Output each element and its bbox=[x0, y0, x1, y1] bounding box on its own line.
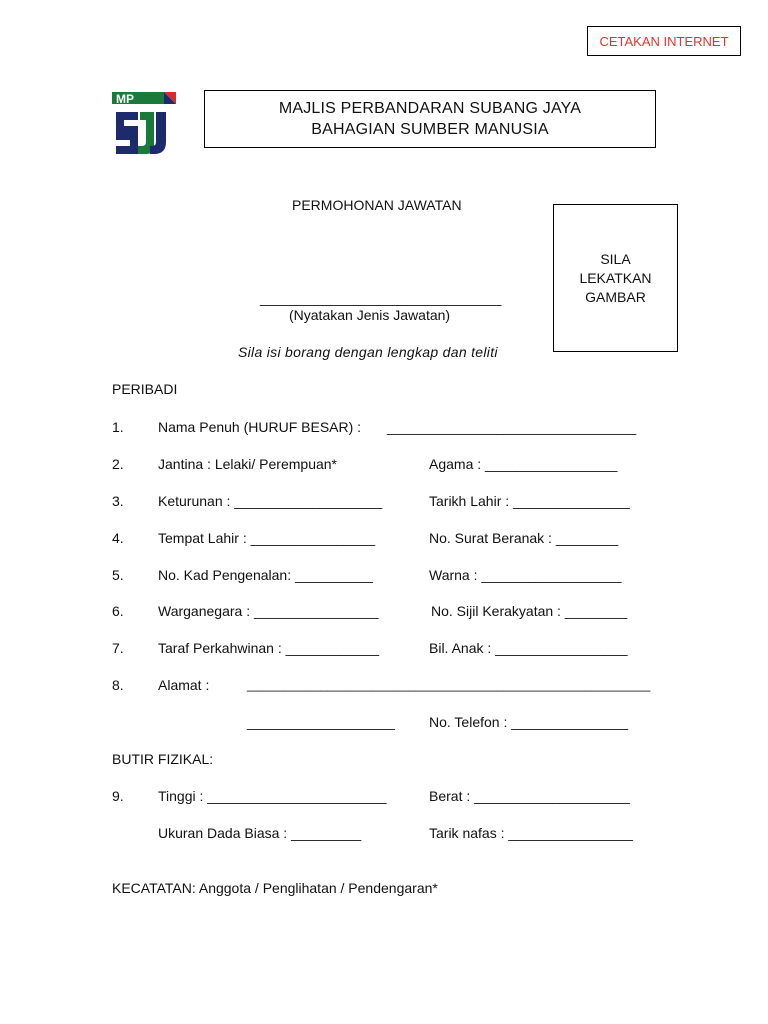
weight-field[interactable]: Berat : ____________________ bbox=[429, 788, 630, 804]
citizenship-cert-field[interactable]: No. Sijil Kerakyatan : ________ bbox=[431, 603, 628, 619]
position-hint: (Nyatakan Jenis Jawatan) bbox=[289, 307, 451, 323]
form-title: PERMOHONAN JAWATAN bbox=[292, 197, 462, 213]
mpsj-logo bbox=[110, 90, 178, 158]
photo-placeholder bbox=[553, 204, 678, 352]
address-line-1[interactable]: _______________________________________________________ bbox=[247, 677, 651, 692]
citizenship-field[interactable]: Warganegara : ________________ bbox=[158, 603, 379, 619]
breath-field[interactable]: Tarik nafas : ________________ bbox=[429, 825, 633, 841]
row-number: 7. bbox=[112, 640, 124, 656]
position-blank[interactable]: _______________________________ bbox=[260, 290, 502, 306]
row-number: 8. bbox=[112, 677, 124, 693]
color-field[interactable]: Warna : __________________ bbox=[429, 567, 622, 583]
photo-text-3: GAMBAR bbox=[585, 288, 646, 305]
section-personal: PERIBADI bbox=[112, 381, 178, 397]
marital-status-field[interactable]: Taraf Perkahwinan : ____________ bbox=[158, 640, 380, 656]
row-number: 2. bbox=[112, 456, 124, 472]
photo-text-2: LEKATKAN bbox=[579, 269, 652, 286]
height-field[interactable]: Tinggi : _______________________ bbox=[158, 788, 387, 804]
full-name-field[interactable]: ________________________________ bbox=[387, 419, 637, 435]
row-number: 5. bbox=[112, 567, 124, 583]
full-name-label: Nama Penuh (HURUF BESAR) : bbox=[158, 419, 362, 435]
ethnicity-field[interactable]: Keturunan : ___________________ bbox=[158, 493, 383, 509]
row-number: 1. bbox=[112, 419, 124, 435]
photo-text-1: SILA bbox=[600, 250, 631, 267]
row-number: 9. bbox=[112, 788, 124, 804]
ic-number-field[interactable]: No. Kad Pengenalan: __________ bbox=[158, 567, 373, 583]
birth-date-field[interactable]: Tarikh Lahir : _______________ bbox=[429, 493, 630, 509]
birth-cert-field[interactable]: No. Surat Beranak : ________ bbox=[429, 530, 619, 546]
department-name: BAHAGIAN SUMBER MANUSIA bbox=[311, 121, 549, 138]
row-number: 3. bbox=[112, 493, 124, 509]
print-stamp: CETAKAN INTERNET bbox=[587, 26, 741, 56]
instruction-text: Sila isi borang dengan lengkap dan teliti bbox=[238, 344, 498, 360]
birth-place-field[interactable]: Tempat Lahir : ________________ bbox=[158, 530, 376, 546]
organization-header bbox=[204, 90, 656, 148]
chest-size-field[interactable]: Ukuran Dada Biasa : _________ bbox=[158, 825, 362, 841]
org-name: MAJLIS PERBANDARAN SUBANG JAYA bbox=[278, 100, 582, 117]
row-number: 6. bbox=[112, 603, 124, 619]
children-count-field[interactable]: Bil. Anak : _________________ bbox=[429, 640, 628, 656]
religion-field[interactable]: Agama : _________________ bbox=[429, 456, 618, 472]
address-line-2[interactable]: ___________________ bbox=[247, 714, 395, 730]
section-physical: BUTIR FIZIKAL: bbox=[112, 751, 214, 767]
phone-field[interactable]: No. Telefon : _______________ bbox=[429, 714, 629, 730]
address-label: Alamat : bbox=[158, 677, 210, 693]
row-number: 4. bbox=[112, 530, 124, 546]
gender-label[interactable]: Jantina : Lelaki/ Perempuan* bbox=[158, 456, 337, 472]
disability-line[interactable]: KECATATAN: Anggota / Penglihatan / Pendengaran* bbox=[112, 880, 438, 896]
logo-letters-mp: MP bbox=[116, 92, 134, 106]
